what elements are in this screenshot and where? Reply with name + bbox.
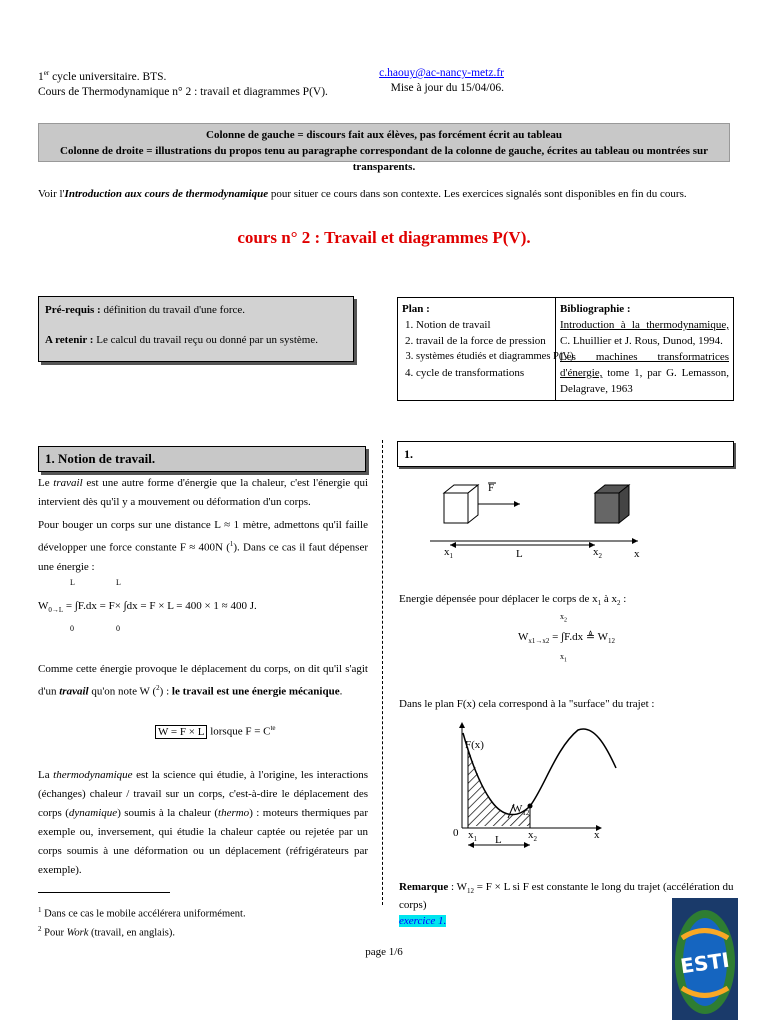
column-divider bbox=[382, 440, 383, 905]
email-link[interactable]: c.haouy@ac-nancy-metz.fr bbox=[379, 67, 504, 79]
exercise-link[interactable]: exercice 1. bbox=[399, 915, 447, 928]
energy-formula: $x_2$ $W_{x1\to x2} = \int F.dx$ ≜ $W_{12}$ $x_1$ bbox=[518, 612, 616, 664]
paragraph-4: La thermodynamique est la science qui étudie, à l'origine, les interactions (échanges) chaleur / travail sur un corps, c'est-à-dire le déplacement des corps (dynamique) soumis à la chaleur (thermo) : moteurs thermiques par exemple ou, inversement, qui étudie la chaleur captée ou rejetée par un corps soumis à une déformation ou un déplacement (réfrigérateurs par exemple). bbox=[38, 769, 368, 876]
footnote-1: $^1$ Dans ce cas le mobile accélérera uniformément. bbox=[38, 906, 246, 920]
displacement-diagram bbox=[430, 475, 650, 567]
energy-text: Energie dépensée pour déplacer le corps de $x_1$ à $x_2$ : bbox=[399, 593, 627, 608]
bibliography-column: Bibliographie : Introduction à la thermodynamique, C. Lhuillier et J. Rous, Dunod, 1994. Les machines transformatrices d'énergie, tome 1, par G. Lemasson, Delagrave, 1963 bbox=[560, 303, 729, 395]
section-1-header: 1. Notion de travail. bbox=[38, 446, 366, 472]
update-date: Mise à jour du 15/04/06. bbox=[390, 82, 504, 94]
plan-bibliography-table bbox=[397, 297, 734, 401]
prerequisites-box: Pré-requis : définition du travail d'une force. A retenir : Le calcul du travail reçu ou donné par un système. bbox=[38, 296, 354, 362]
remark: Remarque : $W_{12} = F \times L$ si F est constante le long du trajet (accélération du corps) exercice 1. bbox=[399, 881, 734, 928]
force-label: F bbox=[488, 482, 495, 494]
plane-text: Dans le plan F(x) cela correspond à la "surface" du trajet : bbox=[399, 698, 655, 710]
svg-text:x: x bbox=[594, 829, 600, 841]
body-start-icon bbox=[444, 485, 478, 523]
force-curve-diagram bbox=[448, 718, 618, 858]
svg-text:0: 0 bbox=[453, 827, 459, 839]
school-logo bbox=[672, 898, 738, 1020]
length-label: L bbox=[516, 548, 523, 560]
svg-text:x2: $x_2$ bbox=[528, 829, 537, 843]
svg-text:x: x bbox=[634, 548, 640, 560]
plan-item: 1. Notion de travail bbox=[416, 317, 551, 333]
header-left: 1er cycle universitaire. BTS. Cours de Thermodynamique n° 2 : travail et diagrammes P(V). bbox=[38, 69, 328, 98]
body-end-icon bbox=[595, 485, 629, 523]
footnote-separator bbox=[38, 892, 170, 893]
page-number: page 1/6 bbox=[365, 946, 403, 958]
w12-label: $W_{12}$ bbox=[512, 803, 530, 817]
boxed-formula: W = F × L lorsque $F = C^{te}$ bbox=[155, 724, 276, 738]
section-1-right-header: 1. bbox=[397, 441, 734, 467]
column-legend-banner: Colonne de gauche = discours fait aux élèves, pas forcément écrit au tableau Colonne de droite = illustrations du propos tenu au paragraphe correspondant de la colonne de gauche, écrites au tableau ou montrées sur transparents. bbox=[38, 123, 730, 162]
svg-text:ESTI: ESTI bbox=[678, 947, 731, 979]
svg-text:F(x): F(x) bbox=[465, 739, 484, 751]
svg-text:L: L bbox=[495, 834, 502, 846]
work-formula: L L $W_{0\to L} = \int F.dx = F\times \int dx = F \times L = 400 \times 1 \approx 400$ J. 0 0 bbox=[38, 578, 257, 633]
page-title: cours n° 2 : Travail et diagrammes P(V). bbox=[237, 228, 531, 247]
svg-text:x1: $x_1$ bbox=[444, 546, 453, 560]
intro-line: Voir l'Introduction aux cours de thermodynamique pour situer ce cours dans son contexte. Les exercices signalés sont disponibles en fin du cours. bbox=[38, 188, 687, 200]
plan-column: Plan : 1. Notion de travail 2. travail de la force de pression 3. systèmes étudiés et diagrammes P(V) 4. cycle de transformations bbox=[398, 298, 556, 400]
intro-link[interactable]: Introduction aux cours de thermodynamique bbox=[64, 188, 269, 200]
svg-text:x2: $x_2$ bbox=[593, 546, 602, 560]
plan-item: 3. systèmes étudiés et diagrammes P(V) bbox=[416, 349, 551, 365]
paragraph-1: Le travail est une autre forme d'énergie que la chaleur, c'est l'énergie qui intervient dès qu'il y a mouvement ou déformation d'un corps. bbox=[38, 477, 369, 508]
plan-item: 4. cycle de transformations bbox=[416, 365, 551, 381]
paragraph-2: Pour bouger un corps sur une distance L ≈ 1 mètre, admettons qu'il faille développer une force constante F ≈ 400N ($^1$). Dans ce cas il faut dépenser une énergie : bbox=[38, 519, 368, 573]
course-title-line: Cours de Thermodynamique n° 2 : travail et diagrammes P(V). bbox=[38, 85, 328, 98]
header-right bbox=[379, 66, 504, 96]
svg-text:x1: $x_1$ bbox=[468, 829, 477, 843]
paragraph-3: Comme cette énergie provoque le déplacement du corps, on dit qu'il s'agit d'un travail qu'on note W ($^2$) : le travail est une énergie mécanique. bbox=[38, 663, 368, 698]
footnote-2: $^2$ Pour Work (travail, en anglais). bbox=[38, 925, 175, 939]
plan-item: 2. travail de la force de pression bbox=[416, 333, 551, 349]
